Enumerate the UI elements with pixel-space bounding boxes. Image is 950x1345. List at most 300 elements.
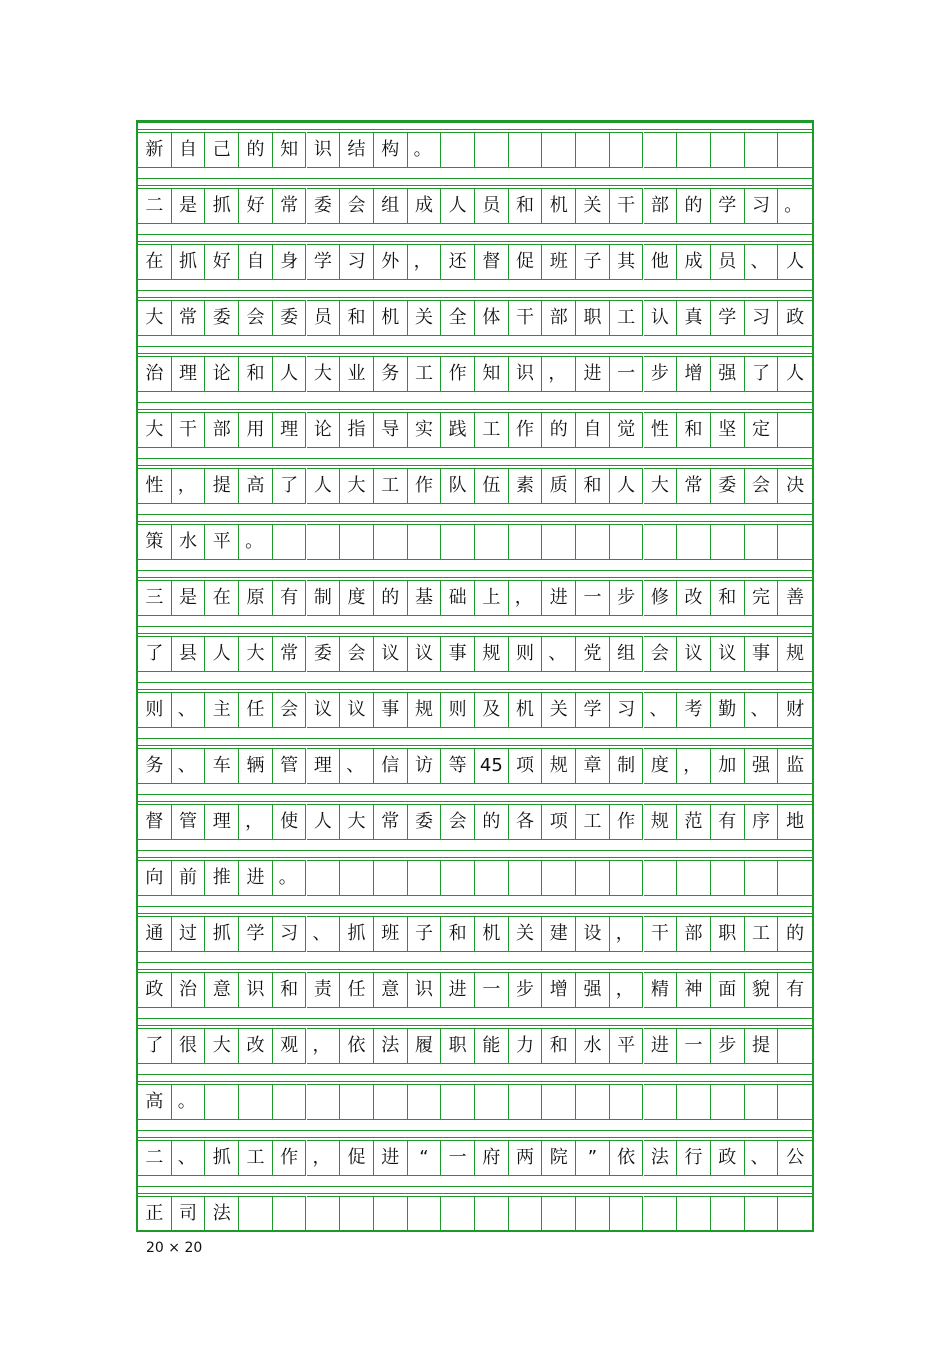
grid-cell (408, 1196, 442, 1232)
grid-cell: 及 (475, 692, 509, 728)
grid-cell: 知 (273, 132, 307, 168)
grid-cell: 增 (677, 356, 711, 392)
grid-cell: 人 (778, 356, 812, 392)
grid-cell: 强 (576, 972, 610, 1008)
grid-cell: 性 (138, 468, 172, 504)
grid-cell (644, 524, 678, 560)
grid-cell: 会 (644, 636, 678, 672)
grid-cell: 构 (374, 132, 408, 168)
grid-cell: 员 (711, 244, 745, 280)
grid-cell: 提 (745, 1028, 779, 1064)
grid-cell: 和 (239, 356, 273, 392)
grid-cell: 其 (610, 244, 644, 280)
grid-cell (542, 132, 576, 168)
grid-cell: 三 (138, 580, 172, 616)
grid-cell: 则 (138, 692, 172, 728)
grid-cell: 关 (576, 188, 610, 224)
grid-cell: 政 (778, 300, 812, 336)
grid-cell: 好 (239, 188, 273, 224)
grid-cell: 党 (576, 636, 610, 672)
grid-cell: 改 (677, 580, 711, 616)
grid-cell: 观 (273, 1028, 307, 1064)
grid-cell: 事 (745, 636, 779, 672)
row-spacer (138, 514, 812, 522)
grid-cell: 议 (711, 636, 745, 672)
grid-cell: 步 (509, 972, 543, 1008)
grid-cell: 坚 (711, 412, 745, 448)
grid-cell: 、 (745, 692, 779, 728)
grid-cell: 学 (711, 188, 745, 224)
grid-cell: 使 (273, 804, 307, 840)
grid-cell (205, 1084, 239, 1120)
grid-cell: 院 (542, 1140, 576, 1176)
grid-cell: 习 (610, 692, 644, 728)
grid-cell: 力 (509, 1028, 543, 1064)
grid-cell: 过 (172, 916, 206, 952)
grid-cell: 正 (138, 1196, 172, 1232)
grid-cell: 规 (644, 804, 678, 840)
grid-cell: 职 (576, 300, 610, 336)
grid-cell: 职 (711, 916, 745, 952)
grid-cell: 常 (172, 300, 206, 336)
grid-cell: 认 (644, 300, 678, 336)
grid-cell: 意 (205, 972, 239, 1008)
grid-cell: 督 (475, 244, 509, 280)
grid-cell: 则 (509, 636, 543, 672)
grid-cell: ， (239, 804, 273, 840)
row-spacer (138, 906, 812, 914)
grid-cell: 建 (542, 916, 576, 952)
grid-cell: 常 (273, 636, 307, 672)
grid-cell: 辆 (239, 748, 273, 784)
grid-cell: 、 (172, 748, 206, 784)
grid-cell: 有 (778, 972, 812, 1008)
grid-cell: 议 (677, 636, 711, 672)
row-spacer (138, 290, 812, 298)
grid-cell: ， (172, 468, 206, 504)
grid-cell: 新 (138, 132, 172, 168)
grid-cell: 财 (778, 692, 812, 728)
grid-cell: 大 (138, 412, 172, 448)
grid-cell: 大 (205, 1028, 239, 1064)
grid-cell: 公 (778, 1140, 812, 1176)
grid-cell: 和 (273, 972, 307, 1008)
grid-cell: 提 (205, 468, 239, 504)
grid-cell: 委 (205, 300, 239, 336)
grid-cell: 识 (239, 972, 273, 1008)
grid-cell: 知 (475, 356, 509, 392)
grid-cell: 工 (475, 412, 509, 448)
grid-cell (475, 1084, 509, 1120)
grid-cell: 议 (340, 692, 374, 728)
grid-cell (610, 524, 644, 560)
grid-cell: 基 (408, 580, 442, 616)
grid-cell (509, 1084, 543, 1120)
grid-cell: 作 (610, 804, 644, 840)
grid-cell: 抓 (205, 1140, 239, 1176)
grid-cell (441, 132, 475, 168)
grid-cell: 在 (205, 580, 239, 616)
grid-cell: ， (677, 748, 711, 784)
grid-cell: 法 (644, 1140, 678, 1176)
grid-cell (307, 860, 341, 896)
grid-cell (778, 524, 812, 560)
grid-cell (711, 860, 745, 896)
grid-cell: 理 (307, 748, 341, 784)
grid-cell: 进 (374, 1140, 408, 1176)
grid-cell: 一 (610, 356, 644, 392)
grid-cell: 管 (172, 804, 206, 840)
grid-cell (610, 1196, 644, 1232)
grid-cell: 高 (138, 1084, 172, 1120)
grid-cell: 全 (441, 300, 475, 336)
grid-cell: 学 (576, 692, 610, 728)
grid-cell: 一 (677, 1028, 711, 1064)
grid-cell: 治 (138, 356, 172, 392)
grid-cell (576, 132, 610, 168)
grid-cell: 进 (576, 356, 610, 392)
grid-cell: 班 (542, 244, 576, 280)
grid-cell: 监 (778, 748, 812, 784)
grid-cell: 进 (542, 580, 576, 616)
row-spacer (138, 402, 812, 410)
grid-cell: 的 (677, 188, 711, 224)
grid-cell: 工 (610, 300, 644, 336)
grid-cell: 的 (542, 412, 576, 448)
grid-cell: 和 (340, 300, 374, 336)
grid-cell (677, 524, 711, 560)
grid-cell (542, 1196, 576, 1232)
grid-cell (778, 132, 812, 168)
grid-cell: 范 (677, 804, 711, 840)
grid-cell: 体 (475, 300, 509, 336)
grid-cell (273, 1084, 307, 1120)
grid-cell: 抓 (172, 244, 206, 280)
grid-cell: 人 (273, 356, 307, 392)
grid-cell: 治 (172, 972, 206, 1008)
grid-cell: 任 (340, 972, 374, 1008)
grid-cell: 两 (509, 1140, 543, 1176)
grid-cell: 还 (441, 244, 475, 280)
grid-cell (441, 860, 475, 896)
grid-cell (408, 860, 442, 896)
grid-cell: 勤 (711, 692, 745, 728)
grid-cell (542, 524, 576, 560)
grid-cell: 、 (644, 692, 678, 728)
grid-cell (509, 132, 543, 168)
grid-cell: 部 (542, 300, 576, 336)
row-spacer (138, 962, 812, 970)
grid-cell: 会 (745, 468, 779, 504)
grid-cell (610, 860, 644, 896)
grid-cell: 了 (138, 636, 172, 672)
grid-cell: 常 (273, 188, 307, 224)
grid-cell: 进 (644, 1028, 678, 1064)
grid-cell: 成 (408, 188, 442, 224)
grid-cell (778, 412, 812, 448)
grid-cell: 进 (441, 972, 475, 1008)
grid-cell: 步 (644, 356, 678, 392)
row-spacer (138, 738, 812, 746)
grid-cell: 依 (610, 1140, 644, 1176)
grid-cell (509, 1196, 543, 1232)
grid-cell: 决 (778, 468, 812, 504)
grid-cell: 识 (408, 972, 442, 1008)
grid-cell: 真 (677, 300, 711, 336)
grid-cell (239, 1196, 273, 1232)
grid-cell (273, 1196, 307, 1232)
grid-cell: 。 (408, 132, 442, 168)
grid-cell: 和 (509, 188, 543, 224)
grid-cell: 水 (172, 524, 206, 560)
row-spacer (138, 1130, 812, 1138)
grid-cell: 、 (745, 244, 779, 280)
grid-cell: 础 (441, 580, 475, 616)
grid-cell: 会 (340, 636, 374, 672)
grid-cell: 面 (711, 972, 745, 1008)
grid-cell (778, 1084, 812, 1120)
grid-cell: 考 (677, 692, 711, 728)
grid-cell (542, 860, 576, 896)
grid-cell: 地 (778, 804, 812, 840)
grid-cell: 人 (205, 636, 239, 672)
grid-cell (610, 132, 644, 168)
grid-cell: 行 (677, 1140, 711, 1176)
grid-cell: 履 (408, 1028, 442, 1064)
grid-cell: 素 (509, 468, 543, 504)
grid-cell (745, 1084, 779, 1120)
grid-cell (711, 132, 745, 168)
grid-cell (307, 1084, 341, 1120)
grid-cell: 大 (138, 300, 172, 336)
grid-cell: 序 (745, 804, 779, 840)
grid-cell: 二 (138, 1140, 172, 1176)
grid-cell (778, 1028, 812, 1064)
grid-cell: 自 (239, 244, 273, 280)
grid-cell: 有 (273, 580, 307, 616)
grid-cell: 事 (374, 692, 408, 728)
grid-cell: 貌 (745, 972, 779, 1008)
grid-cell (374, 1084, 408, 1120)
grid-cell: 政 (138, 972, 172, 1008)
grid-cell: 水 (576, 1028, 610, 1064)
grid-cell: 务 (138, 748, 172, 784)
row-spacer (138, 458, 812, 466)
grid-cell: 高 (239, 468, 273, 504)
grid-cell (778, 860, 812, 896)
manuscript-grid-sheet (136, 120, 814, 1232)
grid-cell: 委 (307, 188, 341, 224)
grid-cell: 责 (307, 972, 341, 1008)
grid-cell: 在 (138, 244, 172, 280)
row-spacer (138, 1018, 812, 1026)
row-spacer (138, 850, 812, 858)
grid-cell: ， (408, 244, 442, 280)
grid-cell: 项 (542, 804, 576, 840)
grid-cell (374, 860, 408, 896)
grid-cell: 工 (239, 1140, 273, 1176)
grid-cell: 信 (374, 748, 408, 784)
grid-cell: 作 (509, 412, 543, 448)
grid-cell: 访 (408, 748, 442, 784)
grid-cell: 和 (576, 468, 610, 504)
grid-cell: 部 (205, 412, 239, 448)
grid-cell (408, 524, 442, 560)
grid-cell: 步 (711, 1028, 745, 1064)
grid-cell (778, 1196, 812, 1232)
grid-cell (711, 524, 745, 560)
grid-cell: 和 (711, 580, 745, 616)
grid-cell: 人 (610, 468, 644, 504)
grid-cell: 议 (408, 636, 442, 672)
grid-cell: 上 (475, 580, 509, 616)
grid-cell: 定 (745, 412, 779, 448)
grid-cell: 论 (205, 356, 239, 392)
grid-cell: 习 (745, 188, 779, 224)
grid-cell: 了 (273, 468, 307, 504)
grid-cell: 部 (644, 188, 678, 224)
row-spacer (138, 122, 812, 130)
grid-cell: 队 (441, 468, 475, 504)
grid-cell: 事 (441, 636, 475, 672)
grid-cell: 成 (677, 244, 711, 280)
grid-cell: 外 (374, 244, 408, 280)
grid-cell (340, 1084, 374, 1120)
grid-cell (340, 860, 374, 896)
grid-cell (644, 1196, 678, 1232)
row-spacer (138, 626, 812, 634)
grid-cell: 前 (172, 860, 206, 896)
grid-cell: 45 (475, 748, 509, 784)
grid-cell: 工 (576, 804, 610, 840)
grid-cell: 作 (441, 356, 475, 392)
grid-cell: 机 (374, 300, 408, 336)
grid-cell: 一 (441, 1140, 475, 1176)
grid-cell: 作 (273, 1140, 307, 1176)
row-spacer (138, 234, 812, 242)
grid-cell: 、 (340, 748, 374, 784)
grid-cell (307, 524, 341, 560)
grid-cell (677, 132, 711, 168)
row-spacer (138, 570, 812, 578)
grid-cell: 有 (711, 804, 745, 840)
grid-cell: 政 (711, 1140, 745, 1176)
grid-cell: 依 (340, 1028, 374, 1064)
grid-cell: 章 (576, 748, 610, 784)
grid-cell: 、 (172, 692, 206, 728)
grid-cell: 自 (172, 132, 206, 168)
grid-cell: 。 (239, 524, 273, 560)
grid-cell: 度 (340, 580, 374, 616)
grid-cell (441, 1084, 475, 1120)
grid-cell: ， (610, 916, 644, 952)
grid-cell (711, 1196, 745, 1232)
grid-cell: 论 (307, 412, 341, 448)
grid-cell: 人 (307, 804, 341, 840)
grid-cell (475, 132, 509, 168)
grid-cell (340, 524, 374, 560)
grid-cell: 委 (307, 636, 341, 672)
grid-cell: 性 (644, 412, 678, 448)
grid-cell: 大 (239, 636, 273, 672)
grid-cell: 己 (205, 132, 239, 168)
grid-cell: 步 (610, 580, 644, 616)
grid-cell: 抓 (205, 916, 239, 952)
grid-cell: 制 (307, 580, 341, 616)
grid-cell: 委 (711, 468, 745, 504)
grid-cell (307, 1196, 341, 1232)
grid-cell: 向 (138, 860, 172, 896)
grid-cell: 理 (273, 412, 307, 448)
grid-cell (542, 1084, 576, 1120)
grid-cell: 大 (307, 356, 341, 392)
grid-cell (441, 1196, 475, 1232)
grid-cell: 一 (576, 580, 610, 616)
grid-cell: 工 (408, 356, 442, 392)
grid-cell: 改 (239, 1028, 273, 1064)
grid-cell: 工 (745, 916, 779, 952)
grid-cell (677, 1196, 711, 1232)
grid-cell: 司 (172, 1196, 206, 1232)
grid-cell: 他 (644, 244, 678, 280)
grid-cell: 员 (307, 300, 341, 336)
grid-cell: 理 (205, 804, 239, 840)
grid-cell (475, 860, 509, 896)
grid-cell: 是 (172, 580, 206, 616)
grid-cell: 大 (340, 804, 374, 840)
grid-cell: 践 (441, 412, 475, 448)
grid-cell (374, 1196, 408, 1232)
grid-cell: ， (307, 1028, 341, 1064)
grid-cell: 法 (374, 1028, 408, 1064)
grid-cell: 和 (677, 412, 711, 448)
grid-cell: 会 (239, 300, 273, 336)
grid-cell: 增 (542, 972, 576, 1008)
grid-cell: 职 (441, 1028, 475, 1064)
grid-cell: 了 (138, 1028, 172, 1064)
grid-cell: 身 (273, 244, 307, 280)
grid-cell (509, 524, 543, 560)
grid-cell: 班 (374, 916, 408, 952)
grid-cell: 、 (542, 636, 576, 672)
grid-cell: 作 (408, 468, 442, 504)
grid-cell: 理 (172, 356, 206, 392)
grid-cell (475, 1196, 509, 1232)
grid-cell: 的 (239, 132, 273, 168)
grid-cell (644, 860, 678, 896)
grid-cell: 项 (509, 748, 543, 784)
grid-cell: 度 (644, 748, 678, 784)
grid-cell: 自 (576, 412, 610, 448)
grid-cell: 车 (205, 748, 239, 784)
grid-cell (374, 524, 408, 560)
grid-cell: 好 (205, 244, 239, 280)
grid-cell: 干 (644, 916, 678, 952)
grid-cell: 策 (138, 524, 172, 560)
grid-cell (644, 1084, 678, 1120)
grid-cell: 完 (745, 580, 779, 616)
grid-cell: 规 (542, 748, 576, 784)
grid-cell (239, 1084, 273, 1120)
grid-cell: 人 (441, 188, 475, 224)
grid-cell: 识 (509, 356, 543, 392)
row-spacer (138, 178, 812, 186)
grid-cell: 强 (711, 356, 745, 392)
grid-cell: 会 (441, 804, 475, 840)
grid-cell: 干 (509, 300, 543, 336)
grid-cell: 干 (172, 412, 206, 448)
grid-cell (745, 132, 779, 168)
